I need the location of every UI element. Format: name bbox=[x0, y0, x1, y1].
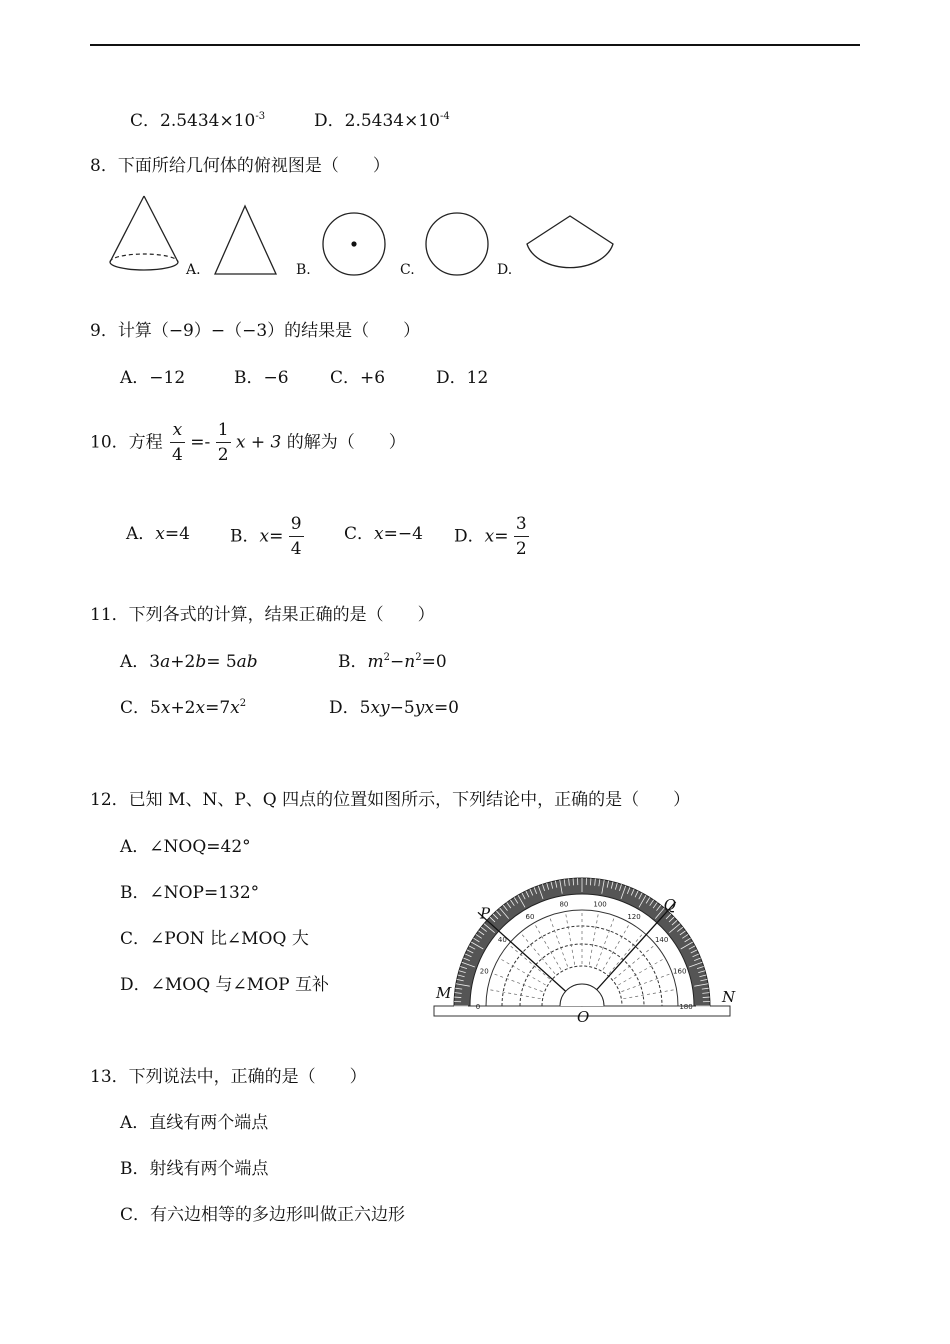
q9-option-a: A．−12 bbox=[120, 368, 186, 388]
q8-label-b: B. bbox=[296, 262, 311, 278]
protractor-degree-label: 20 bbox=[479, 967, 489, 976]
q8-figures bbox=[100, 190, 620, 290]
q12-option-b: B．∠NOP=132° bbox=[120, 883, 260, 903]
option-c-circle bbox=[426, 213, 488, 275]
protractor-figure bbox=[432, 874, 742, 1024]
protractor-radial bbox=[534, 923, 561, 970]
option-d-sector bbox=[527, 216, 613, 268]
point-label-n: N bbox=[722, 988, 736, 1006]
point-label-q: Q bbox=[663, 895, 676, 914]
q11-option-c: C．$5x+2x=7x^2$ bbox=[120, 698, 247, 718]
protractor-radial bbox=[520, 932, 555, 973]
q11-option-a: A．3a+2b= 5ab bbox=[120, 652, 258, 672]
q8-label-d: D. bbox=[497, 262, 513, 278]
q10-rhs-fraction: $\frac{1}{2}$ bbox=[217, 420, 229, 465]
q7-option-c: C．$2.5434\times 10^{-3}$ bbox=[130, 111, 266, 131]
protractor-degree-label: 140 bbox=[654, 936, 669, 945]
protractor-degree-label: 60 bbox=[525, 912, 535, 921]
protractor-radial bbox=[492, 973, 543, 991]
q9-stem: 9．计算（−9）−（−3）的结果是（ ） bbox=[90, 321, 421, 341]
protractor-degree-label: 0 bbox=[475, 1003, 481, 1011]
point-label-p: P bbox=[479, 904, 491, 923]
q8-label-c: C. bbox=[400, 262, 415, 278]
header-rule bbox=[90, 44, 860, 46]
protractor-radial bbox=[565, 911, 574, 964]
protractor-degree-label: 160 bbox=[673, 967, 687, 976]
cone-figure bbox=[110, 196, 178, 270]
protractor-degree-label: 180 bbox=[679, 1003, 693, 1011]
q7-option-d: D．$2.5434\times 10^{-4}$ bbox=[314, 111, 450, 131]
q12-stem: 12．已知 M、N、P、Q 四点的位置如图所示，下列结论中，正确的是（ ） bbox=[90, 790, 691, 810]
q13-option-a: A．直线有两个端点 bbox=[120, 1113, 269, 1133]
q12-option-d: D．∠MOQ 与∠MOP 互补 bbox=[120, 975, 329, 995]
protractor-center bbox=[560, 984, 604, 1006]
q8-label-a: A. bbox=[186, 262, 201, 278]
point-label-m: M bbox=[436, 984, 452, 1002]
q10-lhs-fraction: $\frac{x}{4}$ bbox=[172, 420, 183, 465]
q8-stem: 8．下面所给几何体的俯视图是（ ） bbox=[90, 156, 390, 176]
protractor-radial bbox=[508, 944, 549, 979]
protractor-radial bbox=[549, 916, 567, 967]
q11-option-d: D．5xy−5yx=0 bbox=[329, 698, 459, 718]
protractor-radial bbox=[596, 916, 614, 967]
q9-option-d: D．12 bbox=[436, 368, 489, 388]
protractor-degree-label: 80 bbox=[559, 900, 569, 909]
q12-option-c: C．∠PON 比∠MOQ 大 bbox=[120, 929, 309, 949]
q10-option-b: B．x= $\frac{9}{4}$ bbox=[230, 514, 302, 559]
protractor-degree-label: 40 bbox=[497, 936, 507, 945]
protractor-radial bbox=[621, 973, 672, 991]
q11-option-b: B．$m^2-n^2=0$ bbox=[338, 652, 447, 672]
option-a-triangle bbox=[215, 206, 276, 274]
protractor-degree-label: 120 bbox=[627, 912, 641, 921]
q13-option-b: B．射线有两个端点 bbox=[120, 1159, 269, 1179]
q13-option-c: C．有六边相等的多边形叫做正六边形 bbox=[120, 1205, 406, 1225]
q10-option-d: D．x= $\frac{3}{2}$ bbox=[454, 514, 527, 559]
protractor-radial bbox=[487, 989, 540, 998]
q11-stem: 11．下列各式的计算，结果正确的是（ ） bbox=[90, 605, 435, 625]
q10-stem: 10．方程 $\frac{x}{4}$ =- $\frac{1}{2}$ x + 3 的解为（ ） bbox=[90, 420, 406, 465]
q13-stem: 13．下列说法中，正确的是（ ） bbox=[90, 1067, 367, 1087]
protractor-degree-label: 100 bbox=[593, 900, 607, 909]
protractor-radial bbox=[623, 989, 676, 998]
q10-option-c: C．x=−4 bbox=[344, 524, 423, 544]
q9-option-c: C．+6 bbox=[330, 368, 386, 388]
protractor-radial bbox=[589, 911, 598, 964]
q9-option-b: B．−6 bbox=[234, 368, 289, 388]
q12-option-a: A．∠NOQ=42° bbox=[120, 837, 251, 857]
q10-option-a: A．x=4 bbox=[126, 524, 190, 544]
point-label-o: O bbox=[577, 1008, 590, 1026]
